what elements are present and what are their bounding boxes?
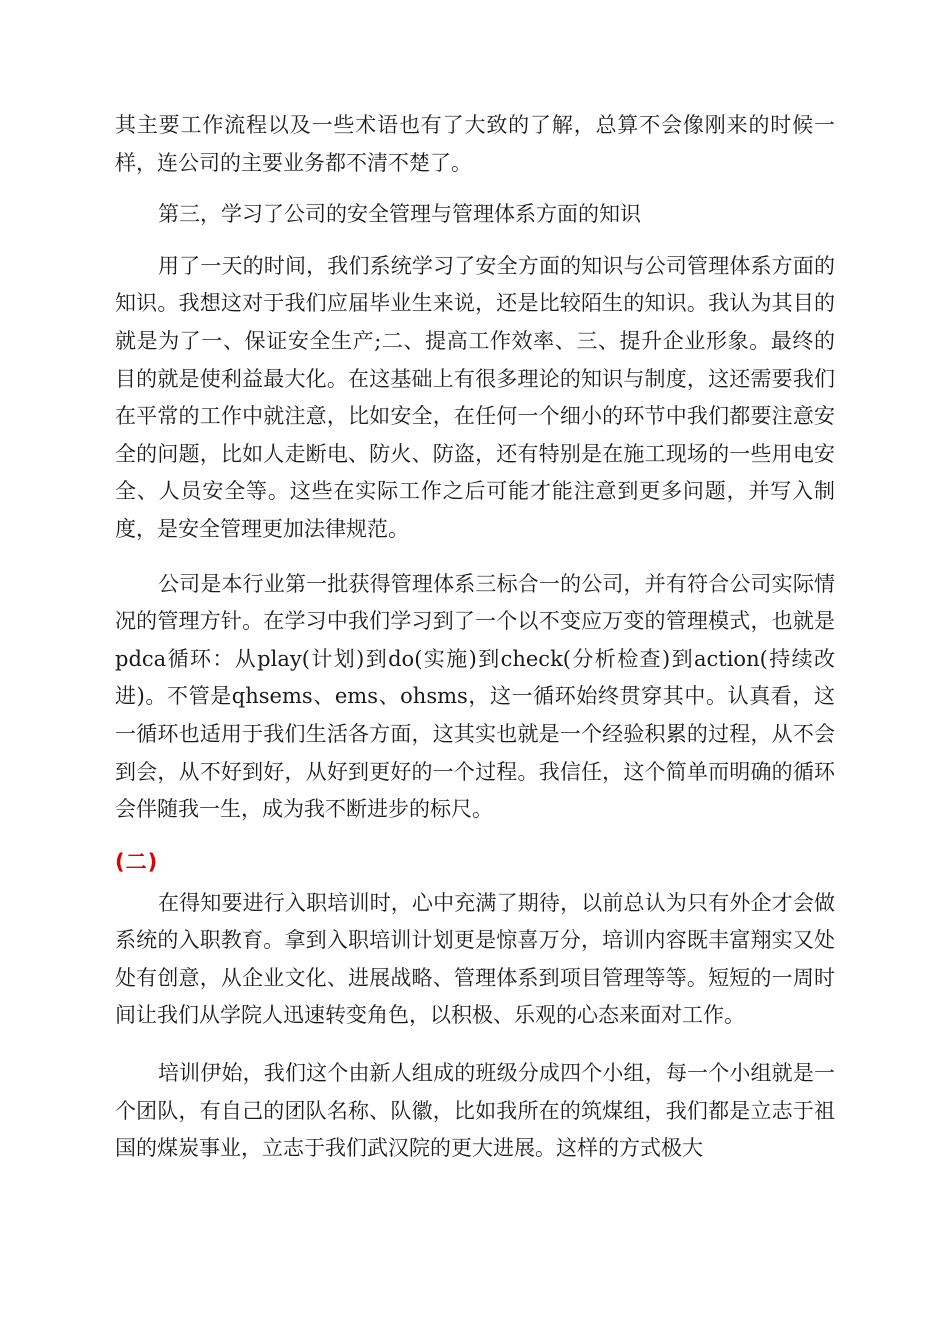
paragraph-onboarding-training: 在得知要进行入职培训时，心中充满了期待，以前总认为只有外企才会做系统的入职教育。拿到入职培训计划更是惊喜万分，培训内容既丰富翔实又处处有创意，从企业文化、进展战略、管理体系到项目管理等等。短短的一周时间让我们从学院人迅速转变角色，以积极、乐观的心态来面对工作。 (115, 890, 835, 1028)
section-heading: (二) (115, 849, 159, 874)
paragraph-training-groups: 培训伊始，我们这个由新人组成的班级分成四个小组，每一个小组就是一个团队，有自己的团队名称、队徽，比如我所在的筑煤组，我们都是立志于祖国的煤炭事业，立志于我们武汉院的更大进展。这样的方式极大 (115, 1061, 835, 1161)
paragraph-subheading-third: 第三，学习了公司的安全管理与管理体系方面的知识 (158, 202, 641, 227)
paragraph-pdca-cycle: 公司是本行业第一批获得管理体系三标合一的公司，并有符合公司实际情况的管理方针。在学习中我们学习到了一个以不变应万变的管理模式，也就是pdca循环：从play(计划)到do(实施)到check(分析检查)到action(持续改进)。不管是qhsems、ems、ohsms，这一循环始终贯穿其中。认真看，这一循环也适用于我们生活各方面，这其实也就是一个经验积累的过程，从不会到会，从不好到好，从好到更好的一个过程。我信任，这个简单而明确的循环会伴随我一生，成为我不断进步的标尺。 (115, 571, 835, 822)
paragraph-safety-management: 用了一天的时间，我们系统学习了安全方面的知识与公司管理体系方面的知识。我想这对于我们应届毕业生来说，还是比较陌生的知识。我认为其目的就是为了一、保证安全生产;二、提高工作效率、三、提升企业形象。最终的目的就是使利益最大化。在这基础上有很多理论的知识与制度，这还需要我们在平常的工作中就注意，比如安全，在任何一个细小的环节中我们都要注意安全的问题，比如人走断电、防火、防盗，还有特别是在施工现场的一些用电安全、人员安全等。这些在实际工作之后可能才能注意到更多问题，并写入制度，是安全管理更加法律规范。 (115, 253, 835, 541)
document-body (115, 107, 835, 1168)
paragraph-continuation: 其主要工作流程以及一些术语也有了大致的了解，总算不会像刚来的时候一样，连公司的主要业务都不清不楚了。 (115, 113, 835, 175)
